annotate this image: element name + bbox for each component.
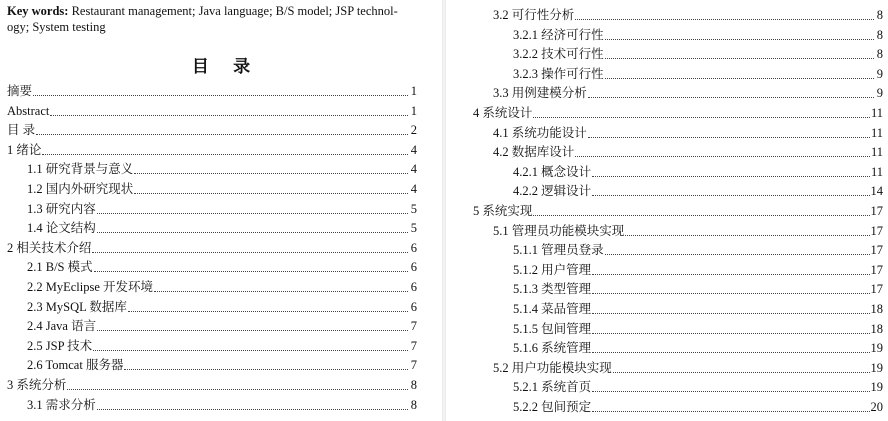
toc-entry[interactable] xyxy=(493,357,883,376)
toc-dot-leader xyxy=(36,133,408,135)
toc-entry-label: 5.1.1 管理员登录 xyxy=(513,243,604,258)
toc-dot-leader xyxy=(575,155,870,157)
toc-entry[interactable] xyxy=(27,315,417,334)
toc-entry[interactable] xyxy=(513,318,883,337)
toc-entry-label: 3.2.1 经济可行性 xyxy=(513,27,604,42)
toc-entry-page-number: 6 xyxy=(410,299,417,314)
toc-entry[interactable] xyxy=(513,278,883,297)
toc-entry[interactable] xyxy=(513,239,883,258)
toc-title: 目 录 xyxy=(191,57,261,76)
toc-entry-page-number: 1 xyxy=(410,103,417,118)
toc-dot-leader xyxy=(592,410,869,412)
toc-entry-label: 2.6 Tomcat 服务器 xyxy=(27,358,124,373)
toc-entry[interactable] xyxy=(27,158,417,177)
toc-entry[interactable] xyxy=(7,80,417,99)
toc-entry-page-number: 1 xyxy=(410,84,417,98)
toc-dot-leader xyxy=(575,18,874,20)
toc-entry-page-number: 4 xyxy=(410,162,417,177)
toc-entry-page-number: 11 xyxy=(870,106,883,120)
toc-entry[interactable] xyxy=(513,376,883,395)
toc-entry-page-number: 20 xyxy=(870,400,883,414)
toc-entry-label: 2.5 JSP 技术 xyxy=(27,338,93,353)
toc-entry-label: 2.4 Java 语言 xyxy=(27,319,97,334)
toc-entry-page-number: 5 xyxy=(410,201,417,216)
toc-dot-leader xyxy=(605,38,874,40)
document-page-right xyxy=(446,0,888,421)
toc-entry-label: 1 绪论 xyxy=(7,142,42,157)
toc-entry-page-number: 6 xyxy=(410,260,417,275)
toc-entry-label: 5 系统实现 xyxy=(473,204,533,218)
toc-entry-page-number: 6 xyxy=(410,240,417,255)
toc-entry-page-number: 8 xyxy=(410,378,417,392)
toc-entry-label: 2.3 MySQL 数据库 xyxy=(27,299,127,314)
toc-dot-leader xyxy=(592,312,869,314)
toc-entry[interactable] xyxy=(473,200,883,219)
toc-entry-label: 4.2.1 概念设计 xyxy=(513,164,592,179)
toc-dot-leader xyxy=(592,292,869,294)
toc-entry-page-number: 2 xyxy=(410,123,417,138)
toc-dot-leader xyxy=(592,175,870,177)
toc-entry[interactable] xyxy=(513,161,883,180)
toc-entry-page-number: 17 xyxy=(870,204,883,218)
toc-dot-leader xyxy=(588,96,874,98)
toc-entry-label: 1.3 研究内容 xyxy=(27,201,96,216)
abstract-keywords xyxy=(7,3,427,35)
toc-entry-page-number: 5 xyxy=(410,221,417,236)
toc-dot-leader xyxy=(592,273,869,275)
toc-dot-leader xyxy=(42,153,408,155)
toc-entry[interactable] xyxy=(513,43,883,62)
toc-dot-leader xyxy=(592,351,869,353)
toc-dot-leader xyxy=(625,234,869,236)
toc-entry-page-number: 8 xyxy=(876,47,883,62)
toc-entry-page-number: 17 xyxy=(870,282,883,297)
toc-entry-page-number: 19 xyxy=(870,341,883,356)
toc-entry[interactable] xyxy=(7,237,417,256)
toc-entry-label: 5.2.1 系统首页 xyxy=(513,380,592,395)
toc-entry[interactable] xyxy=(493,141,883,160)
toc-entry-page-number: 4 xyxy=(410,182,417,196)
toc-entry-label: 5.2.2 包间预定 xyxy=(513,400,592,414)
toc-entry-page-number: 11 xyxy=(870,164,883,179)
toc-entry[interactable] xyxy=(27,296,417,315)
toc-entry[interactable] xyxy=(513,396,883,415)
toc-entry[interactable] xyxy=(27,217,417,236)
toc-entry-label: 4.1 系统功能设计 xyxy=(493,125,587,140)
toc-entry[interactable] xyxy=(513,337,883,356)
toc-dot-leader xyxy=(92,251,408,253)
toc-entry[interactable] xyxy=(513,63,883,82)
toc-entry[interactable] xyxy=(27,394,417,413)
toc-entry[interactable] xyxy=(7,119,417,138)
toc-dot-leader xyxy=(588,136,870,138)
keywords-text: Restaurant management; Java language; B/S model; JSP technol- xyxy=(68,4,398,18)
toc-entry-page-number: 8 xyxy=(876,8,883,22)
toc-entry-page-number: 9 xyxy=(876,86,883,101)
toc-entry-label: 1.2 国内外研究现状 xyxy=(27,182,134,196)
toc-entry-label: 3.2.2 技术可行性 xyxy=(513,47,604,62)
toc-entry-page-number: 8 xyxy=(876,27,883,42)
toc-entry-page-number: 17 xyxy=(870,243,883,258)
toc-dot-leader xyxy=(154,290,408,292)
toc-entry-page-number: 11 xyxy=(870,125,883,140)
toc-entry[interactable] xyxy=(493,220,883,239)
toc-entry-label: 目 录 xyxy=(7,123,36,138)
toc-entry[interactable] xyxy=(513,24,883,43)
toc-entry-page-number: 17 xyxy=(870,262,883,277)
toc-entry-page-number: 7 xyxy=(410,319,417,334)
toc-dot-leader xyxy=(134,172,408,174)
toc-entry-label: 4.2.2 逻辑设计 xyxy=(513,184,592,199)
toc-entry-label: 3.2 可行性分析 xyxy=(493,8,575,22)
toc-entry-page-number: 18 xyxy=(870,302,883,316)
toc-entry[interactable] xyxy=(493,122,883,141)
toc-dot-leader xyxy=(97,329,408,331)
toc-entry-page-number: 19 xyxy=(870,360,883,375)
toc-dot-leader xyxy=(50,114,408,116)
toc-entry-label: 3.2.3 操作可行性 xyxy=(513,66,604,81)
toc-entry-label: 5.1.5 包间管理 xyxy=(513,321,592,336)
toc-entry-label: 4 系统设计 xyxy=(473,106,533,120)
toc-entry-label: 5.1.6 系统管理 xyxy=(513,341,592,356)
toc-entry-page-number: 7 xyxy=(410,358,417,373)
toc-entry-label: 5.1.3 类型管理 xyxy=(513,282,592,297)
toc-dot-leader xyxy=(613,371,870,373)
toc-entry-label: 3.1 需求分析 xyxy=(27,397,96,412)
document-page-left xyxy=(0,0,442,421)
toc-dot-leader xyxy=(97,231,408,233)
toc-dot-leader xyxy=(67,388,408,390)
toc-dot-leader xyxy=(97,408,408,410)
toc-entry-page-number: 8 xyxy=(410,397,417,412)
toc-entry-page-number: 6 xyxy=(410,280,417,294)
toc-entry-page-number: 9 xyxy=(876,66,883,81)
toc-entry[interactable] xyxy=(27,198,417,217)
toc-entry[interactable] xyxy=(27,276,417,295)
toc-dot-leader xyxy=(533,214,869,216)
toc-entry-label: 摘要 xyxy=(7,84,33,98)
toc-entry-page-number: 7 xyxy=(410,338,417,353)
toc-entry[interactable] xyxy=(513,259,883,278)
toc-entry-label: 1.1 研究背景与意义 xyxy=(27,162,134,177)
toc-entry[interactable] xyxy=(513,180,883,199)
toc-dot-leader xyxy=(533,116,870,118)
toc-entry[interactable] xyxy=(27,256,417,275)
toc-dot-leader xyxy=(33,94,408,96)
toc-entry[interactable] xyxy=(7,139,417,158)
toc-dot-leader xyxy=(97,212,408,214)
toc-entry[interactable] xyxy=(473,102,883,121)
toc-dot-leader xyxy=(124,368,408,370)
toc-entry[interactable] xyxy=(27,354,417,373)
toc-entry-label: 2.2 MyEclipse 开发环境 xyxy=(27,280,154,294)
toc-dot-leader xyxy=(128,310,408,312)
toc-dot-leader xyxy=(134,192,408,194)
toc-dot-leader xyxy=(93,349,408,351)
toc-entry[interactable] xyxy=(27,335,417,354)
toc-dot-leader xyxy=(592,390,869,392)
toc-entry[interactable] xyxy=(7,100,417,119)
toc-dot-leader xyxy=(592,194,869,196)
toc-entry-label: 1.4 论文结构 xyxy=(27,221,96,236)
toc-entry-label: 3.3 用例建模分析 xyxy=(493,86,587,101)
toc-entry-label: 5.2 用户功能模块实现 xyxy=(493,360,612,375)
toc-entry-label: 5.1.2 用户管理 xyxy=(513,262,592,277)
toc-entry[interactable] xyxy=(513,298,883,317)
toc-entry-page-number: 18 xyxy=(870,321,883,336)
toc-entry-label: 2.1 B/S 模式 xyxy=(27,260,93,275)
toc-dot-leader xyxy=(592,332,869,334)
toc-entry-label: 5.1 管理员功能模块实现 xyxy=(493,223,625,238)
toc-entry-label: 5.1.4 菜品管理 xyxy=(513,302,592,316)
toc-entry-page-number: 14 xyxy=(870,184,883,199)
toc-entry[interactable] xyxy=(7,374,417,393)
toc-entry-page-number: 19 xyxy=(870,380,883,395)
toc-entry[interactable] xyxy=(493,4,883,23)
toc-entry-label: 4.2 数据库设计 xyxy=(493,145,575,160)
toc-entry[interactable] xyxy=(27,178,417,197)
toc-dot-leader xyxy=(605,77,874,79)
toc-entry-page-number: 17 xyxy=(870,223,883,238)
toc-entry-label: 3 系统分析 xyxy=(7,378,67,392)
toc-entry-page-number: 4 xyxy=(410,142,417,157)
toc-entry[interactable] xyxy=(493,82,883,101)
keywords-text-continued: ogy; System testing xyxy=(7,20,106,34)
toc-entry-label: Abstract xyxy=(7,103,50,118)
toc-entry-label: 2 相关技术介绍 xyxy=(7,240,92,255)
keywords-label: Key words: xyxy=(7,4,69,18)
toc-dot-leader xyxy=(94,270,408,272)
toc-dot-leader xyxy=(605,253,870,255)
toc-entry-page-number: 11 xyxy=(870,145,883,160)
toc-dot-leader xyxy=(605,57,874,59)
